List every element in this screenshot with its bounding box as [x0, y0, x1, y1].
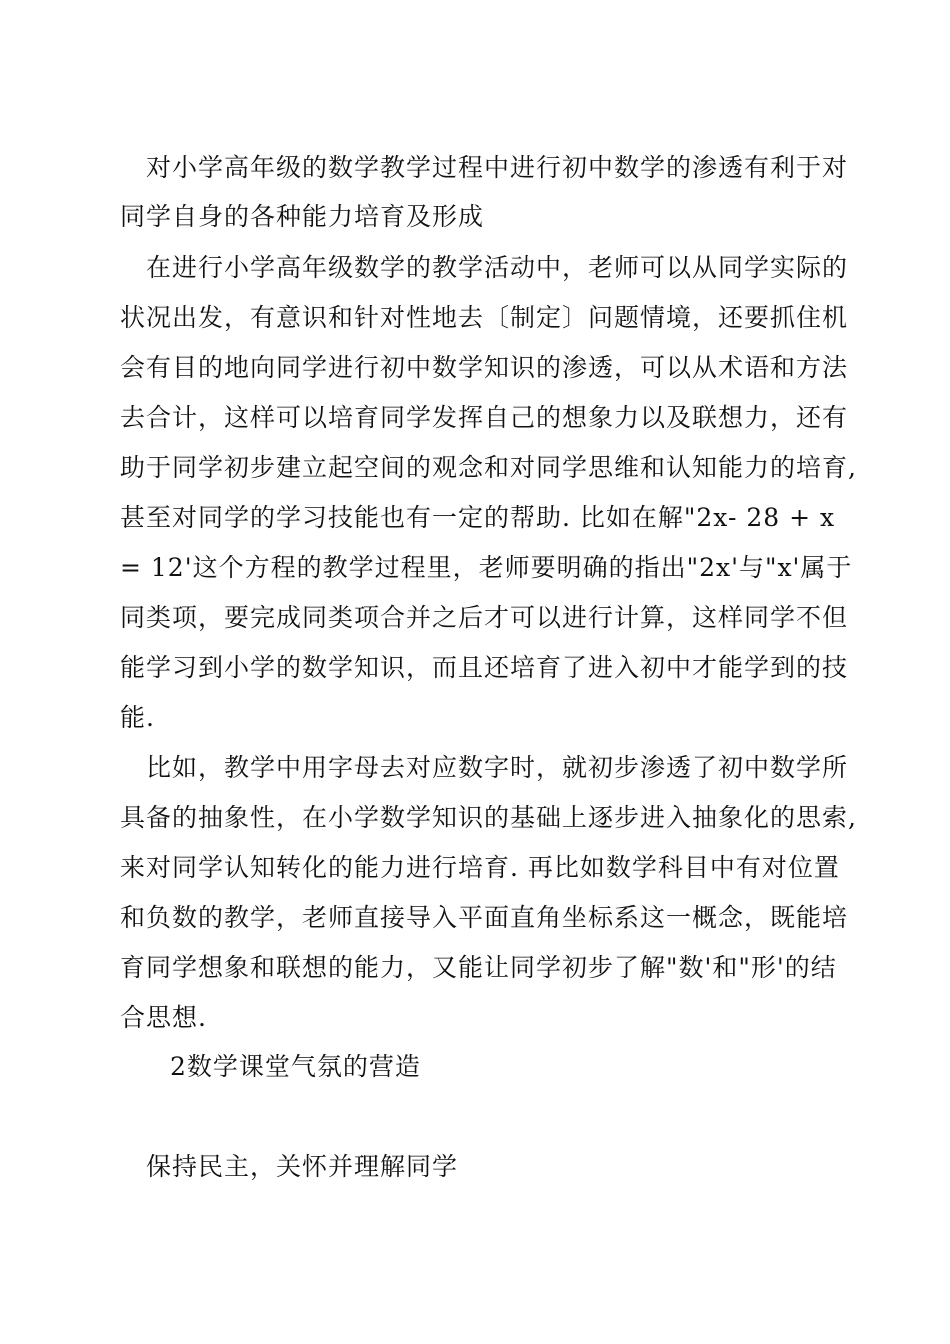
paragraph-2-line-7: = 12'这个方程的教学过程里，老师要明确的指出"2x'与"x'属于	[120, 553, 853, 582]
paragraph-3-line-4: 和负数的教学，老师直接导入平面直角坐标系这一概念，既能培	[120, 903, 849, 932]
paragraph-2-line-3: 会有目的地向同学进行初中数学知识的渗透，可以从术语和方法	[120, 353, 849, 382]
paragraph-2-line-5: 助于同学初步建立起空间的观念和对同学思维和认知能力的培育,	[120, 453, 857, 482]
paragraph-1-line-1: 对小学高年级的数学教学过程中进行初中数学的渗透有利于对	[146, 153, 849, 182]
paragraph-2-line-6: 甚至对同学的学习技能也有一定的帮助. 比如在解"2x- 28 + x	[120, 503, 836, 532]
paragraph-2-line-4: 去合计，这样可以培育同学发挥自己的想象力以及联想力，还有	[120, 403, 849, 432]
paragraph-3-line-5: 育同学想象和联想的能力，又能让同学初步了解"数'和"形'的结	[120, 953, 837, 982]
paragraph-2-line-10: 能.	[120, 703, 155, 732]
subheading: 保持民主，关怀并理解同学	[146, 1152, 459, 1181]
paragraph-2-line-8: 同类项，要完成同类项合并之后才可以进行计算，这样同学不但	[120, 603, 849, 632]
paragraph-3-line-2: 具备的抽象性，在小学数学知识的基础上逐步进入抽象化的思索,	[120, 803, 857, 832]
paragraph-2-line-2: 状况出发，有意识和针对性地去〔制定〕问题情境，还要抓住机	[120, 303, 849, 332]
paragraph-3-line-6: 合思想.	[120, 1003, 207, 1032]
paragraph-1-line-2: 同学自身的各种能力培育及形成	[120, 202, 485, 231]
paragraph-2-line-1: 在进行小学高年级数学的教学活动中，老师可以从同学实际的	[146, 253, 849, 282]
paragraph-2-line-9: 能学习到小学的数学知识，而且还培育了进入初中才能学到的技	[120, 653, 849, 682]
paragraph-3-line-3: 来对同学认知转化的能力进行培育. 再比如数学科目中有对位置	[120, 853, 840, 882]
paragraph-3-line-1: 比如，教学中用字母去对应数字时，就初步渗透了初中数学所	[146, 753, 849, 782]
section-heading: 2数学课堂气氛的营造	[170, 1052, 421, 1081]
